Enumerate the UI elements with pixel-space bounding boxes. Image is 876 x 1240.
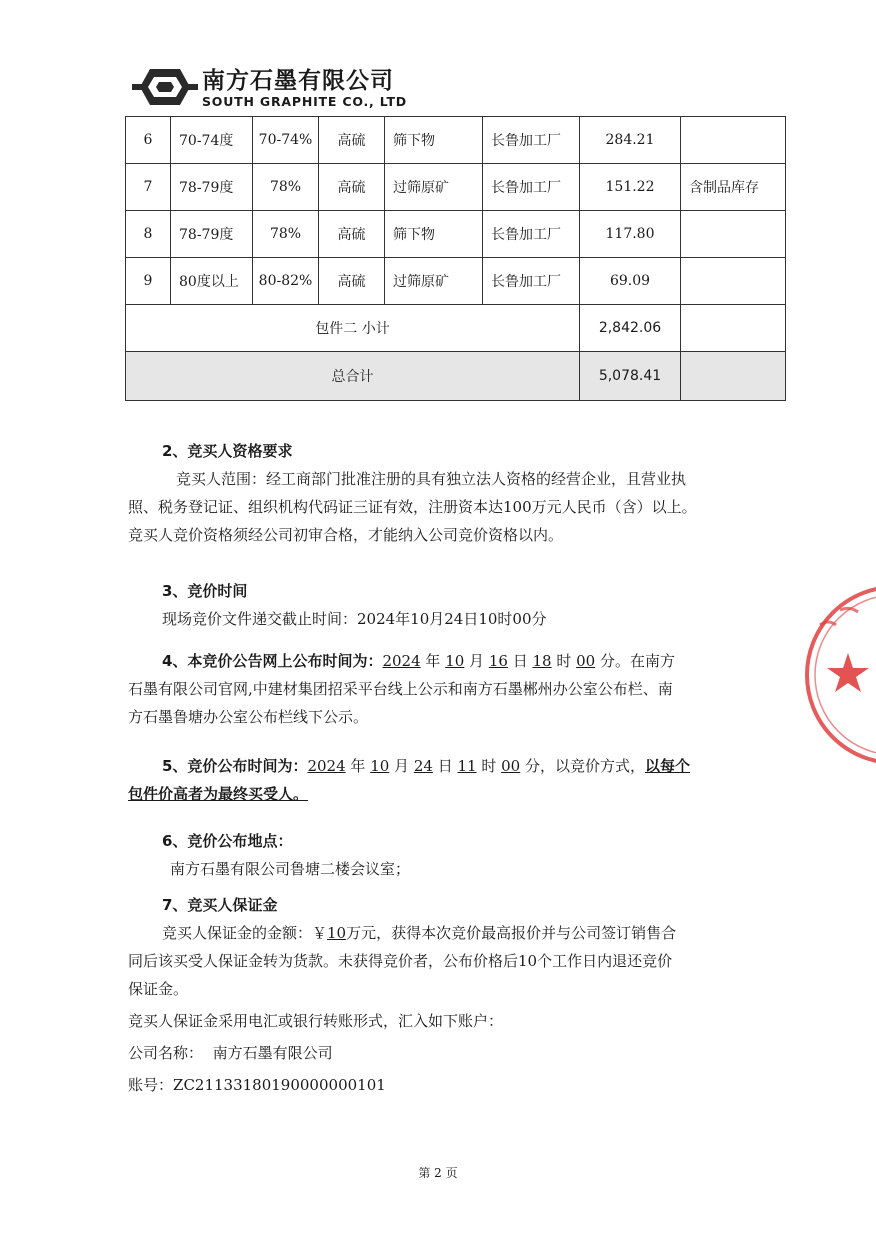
sulfur-cell: 高硫: [319, 211, 385, 258]
row-number: 7: [126, 164, 171, 211]
emphasis-text: 包件价高者为最终买受人。: [128, 785, 309, 803]
quantity-cell: 284.21: [580, 117, 681, 164]
section-title: 6、竞价公布地点：: [162, 832, 293, 850]
publish-minute: 00: [576, 652, 596, 670]
company-seal-icon: [800, 585, 876, 765]
publish-day: 16: [488, 652, 508, 670]
publish-year: 2024: [382, 652, 421, 670]
subtotal-value: 2,842.06: [580, 305, 681, 352]
announce-year: 2024: [307, 757, 346, 775]
grade-cell: 70-74度: [171, 117, 253, 164]
paragraph-tail: 。在南方: [614, 652, 675, 670]
section-title: 4、本竞价公告网上公布时间为：: [162, 652, 383, 670]
paragraph-line: 石墨有限公司官网,中建材集团招采平台线上公示和南方石墨郴州办公室公布栏、南: [128, 680, 673, 698]
grade-cell: 78-79度: [171, 164, 253, 211]
company-value: 南方石墨有限公司: [212, 1044, 333, 1062]
purity-cell: 70-74%: [253, 117, 319, 164]
section-title: 2、竞买人资格要求: [162, 442, 293, 460]
section-2: [128, 437, 783, 549]
total-note: [681, 352, 786, 401]
location-cell: 长鲁加工厂: [483, 164, 580, 211]
paragraph-line: 现场竞价文件递交截止时间：2024年10月24日10时00分: [162, 610, 547, 628]
total-value: 5,078.41: [580, 352, 681, 401]
items-table: [125, 116, 786, 401]
paragraph-tail: 万元，获得本次竞价最高报价并与公司签订销售合: [346, 924, 677, 942]
note-cell: 含制品库存: [681, 164, 786, 211]
sulfur-cell: 高硫: [319, 117, 385, 164]
emphasis-text: 以每个: [645, 757, 691, 775]
paragraph-line: 方石墨鲁塘办公室公布栏线下公示。: [128, 708, 369, 726]
type-cell: 过筛原矿: [385, 164, 483, 211]
account-label: 账号：: [128, 1076, 174, 1094]
paragraph-line: 南方石墨有限公司鲁塘二楼会议室；: [170, 860, 411, 878]
note-cell: [681, 211, 786, 258]
type-cell: 过筛原矿: [385, 258, 483, 305]
paragraph-line: 竞买人范围：经工商部门批准注册的具有独立法人资格的经营企业，且营业执: [176, 470, 687, 488]
purity-cell: 78%: [253, 164, 319, 211]
location-cell: 长鲁加工厂: [483, 258, 580, 305]
row-number: 9: [126, 258, 171, 305]
section-3: [128, 577, 783, 633]
company-name-cn: 南方石墨有限公司: [202, 68, 394, 94]
paragraph-line: 竞买人竞价资格须经公司初审合格，才能纳入公司竞价资格以内。: [128, 526, 564, 544]
paragraph-line: 竞买人保证金采用电汇或银行转账形式，汇入如下账户：: [128, 1012, 504, 1030]
section-title: 3、竞价时间: [162, 582, 248, 600]
company-label: 公司名称：: [128, 1044, 204, 1062]
section-title: 5、竞价公布时间为：: [162, 757, 308, 775]
section-title: 7、竞买人保证金: [162, 896, 278, 914]
note-cell: [681, 117, 786, 164]
grade-cell: 78-79度: [171, 211, 253, 258]
row-number: 8: [126, 211, 171, 258]
sulfur-cell: 高硫: [319, 258, 385, 305]
subtotal-note: [681, 305, 786, 352]
total-label: 总合计: [126, 352, 580, 401]
publish-hour: 18: [532, 652, 552, 670]
quantity-cell: 151.22: [580, 164, 681, 211]
announce-minute: 00: [501, 757, 521, 775]
table-row: [126, 258, 786, 305]
subtotal-row: [126, 305, 786, 352]
account-value: ZC21133180190000000101: [173, 1076, 386, 1094]
subtotal-label: 包件二 小计: [126, 305, 580, 352]
sulfur-cell: 高硫: [319, 164, 385, 211]
table-row: [126, 164, 786, 211]
total-row: [126, 352, 786, 401]
announce-month: 10: [370, 757, 390, 775]
paragraph-line: 保证金。: [128, 980, 189, 998]
deposit-amount: 10: [327, 924, 347, 942]
page-number: 第 2 页: [418, 1166, 458, 1180]
publish-month: 10: [445, 652, 465, 670]
location-cell: 长鲁加工厂: [483, 117, 580, 164]
row-number: 6: [126, 117, 171, 164]
quantity-cell: 69.09: [580, 258, 681, 305]
quantity-cell: 117.80: [580, 211, 681, 258]
purity-cell: 78%: [253, 211, 319, 258]
grade-cell: 80度以上: [171, 258, 253, 305]
table-row: [126, 211, 786, 258]
location-cell: 长鲁加工厂: [483, 211, 580, 258]
company-logo-icon: [132, 64, 198, 110]
announce-hour: 11: [457, 757, 477, 775]
note-cell: [681, 258, 786, 305]
section-5: 5、竞价公布时间为：2024 年 10 月 24 日 11 时 00 分，以竞价方式，以每个 包件价高者为最终买受人。: [128, 757, 691, 803]
deposit-label: 竞买人保证金的金额：￥: [162, 924, 328, 942]
paragraph-line: 同后该买受人保证金转为货款。未获得竞价者，公布价格后10个工作日内退还竞价: [128, 952, 673, 970]
table-row: [126, 117, 786, 164]
type-cell: 筛下物: [385, 117, 483, 164]
announce-day: 24: [413, 757, 433, 775]
paragraph-mid: ，以竞价方式，: [539, 757, 645, 775]
company-name-en: SOUTH GRAPHITE CO., LTD: [202, 94, 407, 109]
paragraph-line: 照、税务登记证、组织机构代码证三证有效，注册资本达100万元人民币（含）以上。: [128, 498, 697, 516]
type-cell: 筛下物: [385, 211, 483, 258]
section-6: [128, 827, 783, 883]
section-7: [128, 891, 783, 1099]
purity-cell: 80-82%: [253, 258, 319, 305]
section-4: 4、本竞价公告网上公布时间为：2024 年 10 月 16 日 18 时 00 分。在南方 石墨有限公司官网,中建材集团招采平台线上公示和南方石墨郴州办公室公布栏、南 方石墨鲁塘办公室公布栏线下公示。: [128, 647, 783, 731]
